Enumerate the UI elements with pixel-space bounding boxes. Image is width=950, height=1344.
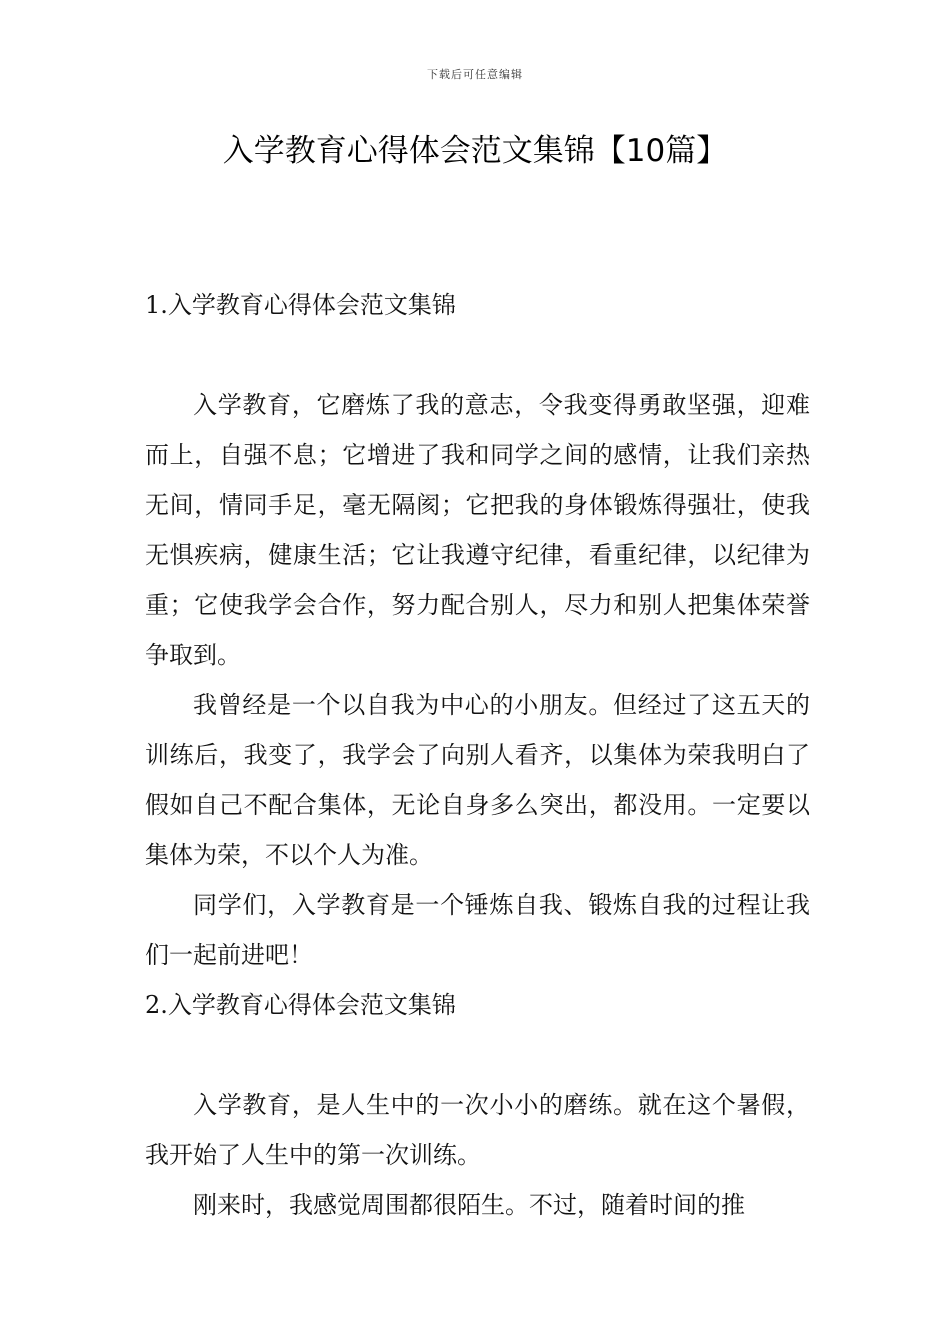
- section-heading-1: 1.入学教育心得体会范文集锦: [145, 291, 456, 319]
- paragraph: 刚来时，我感觉周围都很陌生。不过，随着时间的推: [193, 1191, 745, 1219]
- paragraph: 我曾经是一个以自我为中心的小朋友。但经过了这五天的训练后，我变了，我学会了向别人看齐，以集体为荣我明白了假如自己不配合集体，无论自身多么突出，都没用。一定要以集体为荣，不以个人为准。: [145, 691, 810, 869]
- paragraph: 入学教育，是人生中的一次小小的磨练。就在这个暑假，我开始了人生中的第一次训练。: [145, 1091, 810, 1169]
- paragraph: 同学们，入学教育是一个锤炼自我、锻炼自我的过程让我们一起前进吧！: [145, 891, 810, 969]
- document-body: [145, 280, 810, 1230]
- paragraph: 入学教育，它磨炼了我的意志，令我变得勇敢坚强，迎难而上，自强不息；它增进了我和同学之间的感情，让我们亲热无间，情同手足，毫无隔阂；它把我的身体锻炼得强壮，使我无惧疾病，健康生活；它让我遵守纪律，看重纪律，以纪律为重；它使我学会合作，努力配合别人，尽力和别人把集体荣誉争取到。: [145, 391, 810, 669]
- spacer: [145, 330, 810, 380]
- section-heading-2: 2.入学教育心得体会范文集锦: [145, 991, 456, 1019]
- spacer: [145, 1030, 810, 1080]
- header-note: 下载后可任意编辑: [427, 68, 523, 81]
- document-title: 入学教育心得体会范文集锦【10篇】: [222, 133, 728, 169]
